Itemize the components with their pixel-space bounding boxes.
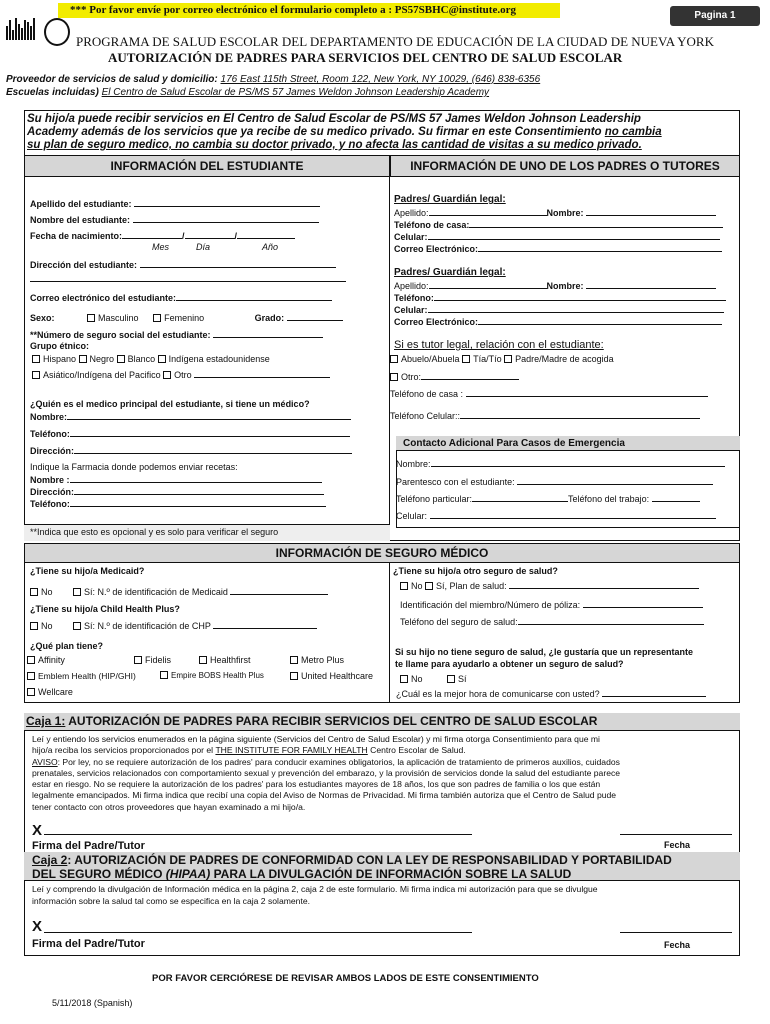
pharmacy-name-field[interactable] <box>70 474 322 483</box>
box1-line-1: Leí y entiendo los servicios enumerados en la página siguiente (Servicios del Centro de Salud Escolar) y mi firma otorga Consentimiento para que mi <box>32 734 600 744</box>
doctor-address-row <box>30 445 352 456</box>
box2-hipaa: (HIPAA) <box>165 867 211 881</box>
plan-metroplus-option[interactable] <box>290 655 344 665</box>
page-label-text: Pagina 1 <box>694 10 736 21</box>
guardian-2-name-row <box>394 280 716 291</box>
chp-yes-option[interactable] <box>73 621 211 631</box>
sex-male-checkbox[interactable] <box>87 314 95 322</box>
doctor-phone-field[interactable] <box>70 428 350 437</box>
guardian-2-cell-label: Celular: <box>394 305 428 315</box>
doctor-address-label: Dirección: <box>30 446 75 456</box>
guardian-1-name-row <box>394 207 716 218</box>
medicaid-id-field[interactable] <box>230 586 328 595</box>
relation-tia-checkbox[interactable] <box>462 355 470 363</box>
box2-signature-line[interactable] <box>44 932 472 933</box>
plan-healthfirst-checkbox[interactable] <box>199 656 207 664</box>
guardian-1-firstname-field[interactable] <box>586 207 716 216</box>
box1-aviso-5: tener contacto con otros proveedores que hayan examinado a mi hijo/a. <box>32 801 306 812</box>
dob-year-caption: Año <box>262 242 279 252</box>
relation-abuelo-label: Abuelo/Abuela <box>401 354 460 364</box>
plan-emblem-label: Emblem Health (HIP/GHI) <box>38 671 136 681</box>
page-label <box>670 6 760 26</box>
guardian-1-email-label: Correo Electrónico: <box>394 244 479 254</box>
box1-aviso-2: prenatales, servicios relacionados con comportamiento sexual y prevención del embarazo, y la provisión de servicios donde la salud del estudiante parece <box>32 767 621 778</box>
guardian-2-cell-row <box>394 304 724 315</box>
guardian-2-email-label: Correo Electrónico: <box>394 317 479 327</box>
doctor-address-field[interactable] <box>74 445 352 454</box>
box2-heading-label: Caja 2 <box>32 853 68 867</box>
pharmacy-address-row <box>30 486 324 497</box>
plan-healthfirst-option[interactable] <box>199 655 251 665</box>
dob-day-caption: Día <box>196 242 211 252</box>
guardian-1-email-field[interactable] <box>478 243 722 252</box>
guardian-1-email-row <box>394 243 722 254</box>
box2-heading-text-1: : AUTORIZACIÓN DE PADRES DE CONFORMIDAD CON LA LEY DE RESPONSABILIDAD Y PORTABILIDAD <box>67 853 672 867</box>
box1-heading-text: AUTORIZACIÓN DE PADRES PARA RECIBIR SERVICIOS DEL CENTRO DE SALUD ESCOLAR <box>65 714 598 728</box>
ethnic-hispano-label: Hispano <box>43 354 77 364</box>
guardian-2-cell-field[interactable] <box>428 304 724 313</box>
ethnic-row-2 <box>32 369 330 380</box>
emergency-name-row <box>396 458 725 469</box>
student-dob-row: Fecha de nacimiento: / / <box>30 230 295 241</box>
guardian-2-phone-label: Teléfono: <box>394 293 434 303</box>
guardian-homephone-row <box>390 388 708 399</box>
emergency-workphone-field[interactable] <box>652 493 700 502</box>
ethnic-row-1 <box>32 354 270 364</box>
representative-no-checkbox[interactable] <box>400 675 408 683</box>
ethnic-indigena-option[interactable] <box>158 354 270 364</box>
guardian-2-email-row <box>394 316 722 327</box>
relation-otro-row <box>390 371 519 382</box>
plan-united-option[interactable] <box>290 671 373 681</box>
insurance-phone-row <box>400 616 704 627</box>
ssn-label: **Número de seguro social del estudiante: <box>30 330 211 340</box>
dob-day-field[interactable] <box>185 230 235 239</box>
plan-fidelis-label: Fidelis <box>145 655 172 665</box>
emergency-cell-row <box>396 510 716 521</box>
plan-empire-option[interactable] <box>160 671 264 680</box>
box1-institute-name: THE INSTITUTE FOR FAMILY HEALTH <box>215 745 368 756</box>
ethnic-negro-checkbox[interactable] <box>79 355 87 363</box>
plan-wellcare-label: Wellcare <box>38 687 73 697</box>
ethnic-blanco-label: Blanco <box>127 354 156 364</box>
student-address-field-2[interactable] <box>30 273 346 282</box>
other-insurance-plan-field[interactable] <box>509 580 699 589</box>
box1-aviso-text-1: : Por ley, no se requiere autorización de los padres' para conducir examines obligatorios, la aplicación de tratamiento de primeros auxilios, cuidados <box>57 756 620 767</box>
provider-label: Proveedor de servicios de salud y domicilio: <box>6 74 218 85</box>
guardian-1-cell-row <box>394 231 720 242</box>
plan-united-checkbox[interactable] <box>290 672 298 680</box>
medicaid-yes-label: Sí: N.º de identificación de Medicaid <box>84 587 228 597</box>
relation-otro-label: Otro: <box>401 372 422 382</box>
box1-date-line[interactable] <box>620 834 732 835</box>
intro-text <box>27 113 662 152</box>
dob-year-field[interactable] <box>237 230 295 239</box>
plan-affinity-option[interactable] <box>27 655 65 665</box>
plan-wellcare-checkbox[interactable] <box>27 688 35 696</box>
email-notice: *** Por favor envíe por correo electrónico el formulario completo a : PS57SBHC@institute.org <box>70 4 516 16</box>
relation-abuelo-option[interactable] <box>390 354 460 364</box>
box2-line-2: información sobre la salud tal como se especifica en la caja 2 solamente. <box>32 895 311 906</box>
student-first-name-row <box>30 214 319 225</box>
emergency-phones-row <box>396 493 700 504</box>
doctor-name-label: Nombre: <box>30 412 68 422</box>
emergency-relationship-field[interactable] <box>517 476 713 485</box>
plan-fidelis-option[interactable] <box>134 655 171 665</box>
guardian-2-email-field[interactable] <box>478 316 722 325</box>
chp-yes-label: Sí: N.º de identificación de CHP <box>84 621 211 631</box>
pharmacy-phone-label: Teléfono: <box>30 499 70 509</box>
plan-united-label: United Healthcare <box>301 671 374 681</box>
emergency-cell-label: Celular: <box>396 511 428 521</box>
other-insurance-yes-option[interactable] <box>425 581 507 591</box>
ssn-row <box>30 329 323 340</box>
ethnic-otro-label: Otro <box>174 370 192 380</box>
guardian-1-heading: Padres/ Guardián legal: <box>394 194 506 205</box>
guardian-1-homephone-row <box>394 219 723 230</box>
plan-metroplus-checkbox[interactable] <box>290 656 298 664</box>
pharmacy-name-label: Nombre : <box>30 475 70 485</box>
guardian-1-cell-field[interactable] <box>428 231 720 240</box>
student-address-row <box>30 259 336 270</box>
box2-heading <box>32 853 672 881</box>
plan-metroplus-label: Metro Plus <box>301 655 345 665</box>
other-insurance-yes-label: Sí, Plan de salud: <box>436 581 507 591</box>
doctor-phone-label: Teléfono: <box>30 429 70 439</box>
ethnic-indigena-checkbox[interactable] <box>158 355 166 363</box>
guardian-cellphone-field[interactable] <box>460 410 700 419</box>
medicaid-row <box>30 586 328 597</box>
sex-label: Sexo: <box>30 313 55 323</box>
ethnic-asiatico-option[interactable] <box>32 370 161 380</box>
other-insurance-no-checkbox[interactable] <box>400 582 408 590</box>
student-address-label: Dirección del estudiante: <box>30 260 138 270</box>
pharmacy-question: Indique la Farmacia donde podemos enviar recetas: <box>30 462 238 472</box>
guardian-1-homephone-label: Teléfono de casa: <box>394 220 470 230</box>
box1-aviso-3: estar en riesgo. No se requiere la autorización de los padres' para los estudiantes mayores de 18 años, los que son padres de familia o los que están <box>32 779 601 790</box>
sex-female-label: Femenino <box>164 313 205 323</box>
relation-tia-option[interactable] <box>462 354 502 364</box>
ethnic-indigena-label: Indígena estadounidense <box>168 354 270 364</box>
representative-yes-option[interactable] <box>447 674 467 684</box>
pharmacy-address-field[interactable] <box>74 486 324 495</box>
box1-heading-label: Caja 1: <box>26 714 66 728</box>
emergency-workphone-label: Teléfono del trabajo: <box>568 494 650 504</box>
emergency-relationship-row <box>396 476 713 487</box>
guardian-2-phone-row <box>394 292 726 303</box>
program-title: PROGRAMA DE SALUD ESCOLAR DEL DEPARTAMENTO DE EDUCACIÓN DE LA CIUDAD DE NUEVA YORK <box>76 34 714 49</box>
plan-affinity-checkbox[interactable] <box>27 656 35 664</box>
guardian-relation-question: Si es tutor legal, relación con el estudiante: <box>394 339 604 351</box>
guardian-2-phone-field[interactable] <box>434 292 726 301</box>
box1-line-2 <box>32 745 620 756</box>
student-last-name-label: Apellido del estudiante: <box>30 199 132 209</box>
insurance-heading: INFORMACIÓN DE SEGURO MÉDICO <box>24 543 740 563</box>
school-health-seal-icon <box>44 18 70 46</box>
guardian-2-firstname-label: Nombre: <box>546 281 584 291</box>
chp-id-field[interactable] <box>213 620 317 629</box>
dob-month-caption: Mes <box>152 242 170 252</box>
form-title: AUTORIZACIÓN DE PADRES PARA SERVICIOS DEL CENTRO DE SALUD ESCOLAR <box>108 50 623 65</box>
chp-no-checkbox[interactable] <box>30 622 38 630</box>
student-email-label: Correo electrónico del estudiante: <box>30 293 177 303</box>
schools-value: El Centro de Salud Escolar de PS/MS 57 James Weldon Johnson Leadership Academy <box>101 87 490 98</box>
representative-row <box>400 674 467 684</box>
student-email-row <box>30 292 332 303</box>
box2-heading-text-2b: PARA LA DIVULGACIÓN DE INFORMACIÓN SOBRE LA SALUD <box>210 867 572 881</box>
provider-line <box>6 74 540 85</box>
student-first-name-label: Nombre del estudiante: <box>30 215 131 225</box>
pharmacy-phone-row <box>30 498 326 509</box>
doctor-phone-row <box>30 428 350 439</box>
box1-x-mark: X <box>32 822 43 839</box>
schools-label: Escuelas incluidas) <box>6 87 99 98</box>
pharmacy-name-row <box>30 474 322 485</box>
intro-line-2b: no cambia <box>604 126 662 138</box>
ethnic-hispano-option[interactable] <box>32 354 76 364</box>
schools-line <box>6 87 489 98</box>
plan-wellcare-option[interactable] <box>27 687 73 697</box>
representative-yes-label: Sí <box>458 674 467 684</box>
guardian-2-firstname-field[interactable] <box>586 280 716 289</box>
box2-heading-text-2a: DEL SEGURO MÉDICO <box>32 867 166 881</box>
emergency-name-label: Nombre: <box>396 459 431 469</box>
medicaid-no-option[interactable] <box>30 587 53 597</box>
plan-empire-label: Empire BOBS Health Plus <box>171 671 264 680</box>
box1-signature-line[interactable] <box>44 834 472 835</box>
ethnic-asiatico-label: Asiático/Indígena del Pacifico <box>43 370 161 380</box>
grade-field[interactable] <box>287 312 343 321</box>
emergency-cell-field[interactable] <box>430 510 716 519</box>
box2-date-label: Fecha <box>664 940 691 950</box>
doctor-name-field[interactable] <box>67 411 351 420</box>
medicaid-no-checkbox[interactable] <box>30 588 38 596</box>
sex-male-option[interactable] <box>87 313 139 323</box>
doctor-question: ¿Quién es el medico principal del estudiante, si tiene un médico? <box>30 399 310 409</box>
student-last-name-row <box>30 198 320 209</box>
box2-body <box>32 884 598 907</box>
best-time-field[interactable] <box>602 688 706 697</box>
student-info-heading: INFORMACIÓN DEL ESTUDIANTE <box>24 155 390 177</box>
box1-aviso-1 <box>32 757 620 768</box>
guardian-cellphone-label: Teléfono Celular:: <box>390 411 461 421</box>
student-address-field[interactable] <box>140 259 336 268</box>
guardian-cellphone-row <box>390 410 700 421</box>
chp-no-label: No <box>41 621 53 631</box>
guardian-1-lastname-label: Apellido: <box>394 208 429 218</box>
ethnic-otro-checkbox[interactable] <box>163 371 171 379</box>
other-insurance-no-option[interactable] <box>400 581 423 591</box>
ethnic-otro-option[interactable] <box>163 370 192 380</box>
guardian-1-firstname-label: Nombre: <box>546 208 584 218</box>
plan-emblem-checkbox[interactable] <box>27 672 35 680</box>
ethnic-negro-label: Negro <box>89 354 115 364</box>
plan-question: ¿Qué plan tiene? <box>30 641 104 651</box>
sex-male-label: Masculino <box>98 313 139 323</box>
intro-line-2a: Academy además de los servicios que ya recibe de su medico privado. Su firmar en este Consentimiento <box>27 126 605 138</box>
box1-signature-label: Firma del Padre/Tutor <box>32 840 145 852</box>
emergency-name-field[interactable] <box>431 458 725 467</box>
guardian-2-lastname-field[interactable] <box>429 280 547 289</box>
ethnic-blanco-option[interactable] <box>117 354 156 364</box>
medicaid-question: ¿Tiene su hijo/a Medicaid? <box>30 566 145 576</box>
box1-aviso-4: legalmente emancipados. Mi firma indica que recibí una copia del Aviso de Normas de Privacidad. Mi firma también autoriza que el Centro de Salud pude <box>32 790 617 801</box>
plan-healthfirst-label: Healthfirst <box>210 655 251 665</box>
member-id-label: Identificación del miembro/Número de póliza: <box>400 600 581 610</box>
ethnic-label: Grupo étnico: <box>30 341 89 351</box>
box1-line-2a: hijo/a reciba los servicios proporcionados por el <box>32 745 216 756</box>
student-first-name-field[interactable] <box>133 214 319 223</box>
review-notice: POR FAVOR CERCIÓRESE DE REVISAR AMBOS LADOS DE ESTE CONSENTIMIENTO <box>152 973 539 984</box>
guardian-1-homephone-field[interactable] <box>469 219 723 228</box>
box1-heading <box>26 714 597 728</box>
box2-x-mark: X <box>32 918 43 935</box>
insurance-divider <box>389 563 390 703</box>
box2-heading-line-2 <box>32 867 672 881</box>
doctor-name-row <box>30 411 351 422</box>
sex-female-checkbox[interactable] <box>153 314 161 322</box>
pharmacy-phone-field[interactable] <box>70 498 326 507</box>
intro-line-3: su plan de seguro medico, no cambia su doctor privado, y no afecta las cantidad de visitas a su medico privado. <box>27 139 642 151</box>
student-address-row-2 <box>30 273 346 284</box>
relation-otro-field[interactable] <box>421 371 519 380</box>
box1-body <box>32 734 620 813</box>
plan-emblem-option[interactable] <box>27 671 136 681</box>
parent-info-heading: INFORMACIÓN DE UNO DE LOS PADRES O TUTORES <box>390 155 740 177</box>
relation-acogida-checkbox[interactable] <box>504 355 512 363</box>
relation-acogida-label: Padre/Madre de acogida <box>515 354 614 364</box>
relation-otro-checkbox[interactable] <box>390 373 398 381</box>
ssn-field[interactable] <box>213 329 323 338</box>
insurance-phone-field[interactable] <box>518 616 704 625</box>
other-insurance-no-label: No <box>411 581 423 591</box>
other-insurance-question: ¿Tiene su hijo/a otro seguro de salud? <box>393 566 558 576</box>
ethnic-negro-option[interactable] <box>79 354 115 364</box>
representative-yes-checkbox[interactable] <box>447 675 455 683</box>
representative-question-2: te llame para ayudarlo a obtener un seguro de salud? <box>395 659 624 669</box>
chp-question: ¿Tiene su hijo/a Child Health Plus? <box>30 604 180 614</box>
insurance-phone-label: Teléfono del seguro de salud: <box>400 617 518 627</box>
representative-no-label: No <box>411 674 423 684</box>
representative-question-1: Si su hijo no tiene seguro de salud, ¿le gustaría que un representante <box>395 647 694 657</box>
chp-yes-checkbox[interactable] <box>73 622 81 630</box>
student-email-field[interactable] <box>176 292 332 301</box>
form-version: 5/11/2018 (Spanish) <box>52 998 133 1008</box>
optional-note: **Indica que esto es opcional y es solo para verificar el seguro <box>30 527 279 537</box>
representative-no-option[interactable] <box>400 674 423 684</box>
medicaid-no-label: No <box>41 587 53 597</box>
box2-heading-line-1 <box>32 853 672 867</box>
medicaid-yes-option[interactable] <box>73 587 228 597</box>
box2-line-1: Leí y comprendo la divulgación de Información médica en la página 2, caja 2 de este formulario. Mi firma indica mi autorización para que se divulgue <box>32 884 598 894</box>
ethnic-blanco-checkbox[interactable] <box>117 355 125 363</box>
emergency-relationship-label: Parentesco con el estudiante: <box>396 477 515 487</box>
guardian-2-heading: Padres/ Guardián legal: <box>394 267 506 278</box>
student-last-name-field[interactable] <box>134 198 320 207</box>
emergency-homephone-label: Teléfono particular: <box>396 494 473 504</box>
ethnic-hispano-checkbox[interactable] <box>32 355 40 363</box>
member-id-row <box>400 599 703 610</box>
best-time-row <box>396 688 706 699</box>
pharmacy-address-label: Dirección: <box>30 487 75 497</box>
grade-label: Grado: <box>254 313 285 323</box>
medicaid-yes-checkbox[interactable] <box>73 588 81 596</box>
box1-line-2c: Centro Escolar de Salud. <box>367 745 466 756</box>
student-sex-row <box>30 312 343 323</box>
sex-female-option[interactable] <box>153 313 204 323</box>
intro-line-2 <box>27 126 662 139</box>
chp-row <box>30 620 317 631</box>
dob-month-field[interactable] <box>122 230 182 239</box>
plan-affinity-label: Affinity <box>38 655 65 665</box>
other-insurance-row <box>400 580 699 591</box>
ethnic-asiatico-checkbox[interactable] <box>32 371 40 379</box>
box2-signature-label: Firma del Padre/Tutor <box>32 938 145 950</box>
ethnic-otro-field[interactable] <box>194 369 330 378</box>
plan-fidelis-checkbox[interactable] <box>134 656 142 664</box>
intro-line-1: Su hijo/a puede recibir servicios en El Centro de Salud Escolar de PS/MS 57 James Weldon Johnson Leadership <box>27 113 641 125</box>
other-insurance-yes-checkbox[interactable] <box>425 582 433 590</box>
guardian-homephone-field[interactable] <box>466 388 708 397</box>
emergency-homephone-field[interactable] <box>472 493 568 502</box>
best-time-label: ¿Cuál es la mejor hora de comunicarse con usted? <box>396 689 600 699</box>
student-dob-label: Fecha de nacimiento: <box>30 231 123 241</box>
plan-empire-checkbox[interactable] <box>160 671 168 679</box>
relation-abuelo-checkbox[interactable] <box>390 355 398 363</box>
institute-logo <box>6 18 46 48</box>
guardian-homephone-label: Teléfono de casa : <box>390 389 464 399</box>
box1-aviso-label: AVISO <box>32 756 58 767</box>
guardian-2-lastname-label: Apellido: <box>394 281 429 291</box>
relation-options <box>390 354 614 364</box>
box1-date-label: Fecha <box>664 840 691 850</box>
guardian-1-lastname-field[interactable] <box>429 207 547 216</box>
guardian-1-cell-label: Celular: <box>394 232 428 242</box>
chp-no-option[interactable] <box>30 621 53 631</box>
member-id-field[interactable] <box>583 599 703 608</box>
provider-value: 176 East 115th Street, Room 122, New York, NY 10029, (646) 838-6356 <box>220 74 541 85</box>
emergency-heading: Contacto Adicional Para Casos de Emergencia <box>403 438 625 449</box>
relation-acogida-option[interactable] <box>504 354 614 364</box>
relation-tia-label: Tía/Tío <box>473 354 502 364</box>
box2-date-line[interactable] <box>620 932 732 933</box>
